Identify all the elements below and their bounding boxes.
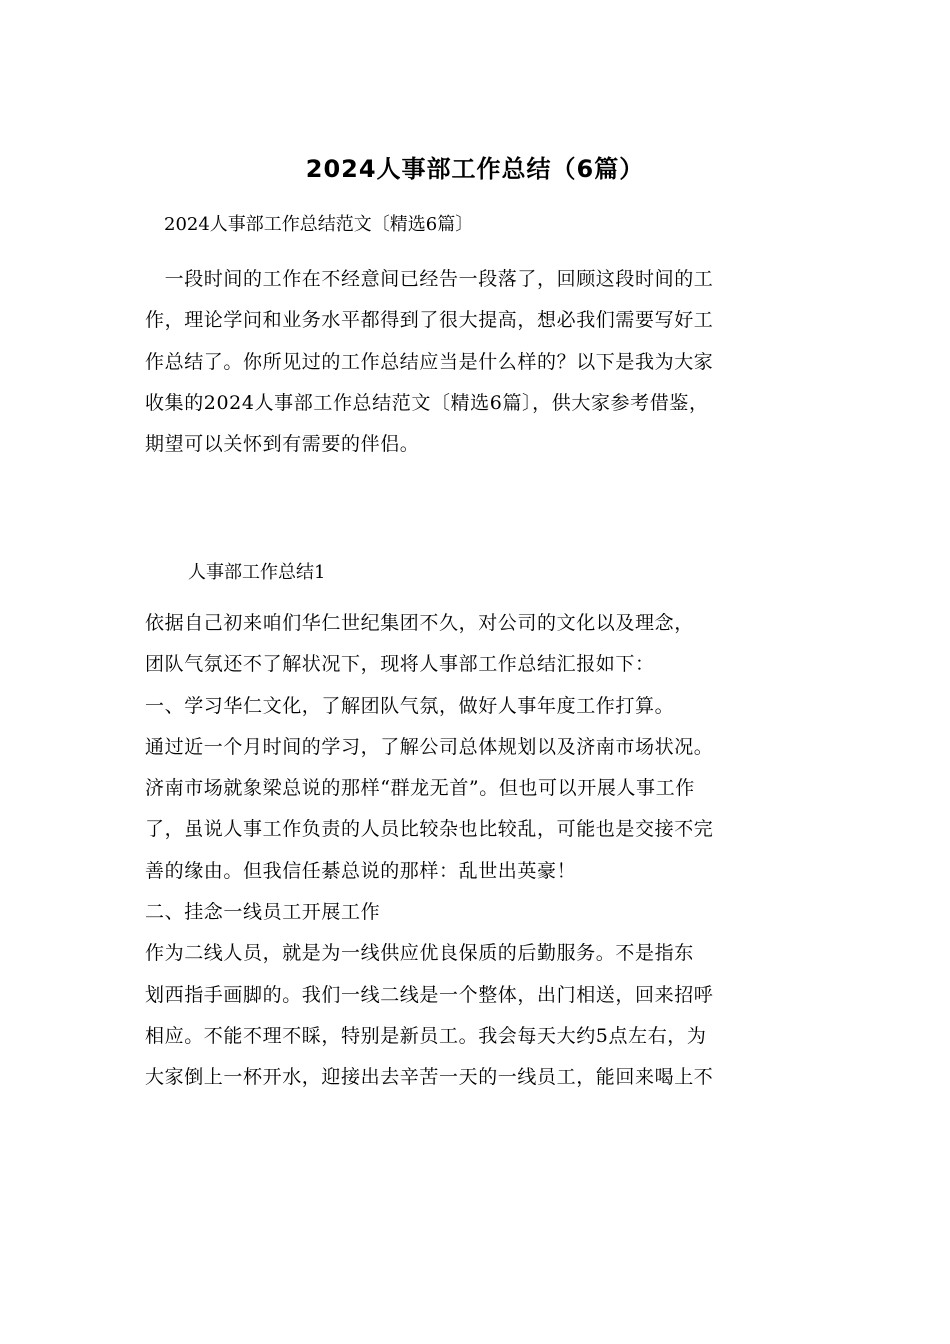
text-line: 期望可以关怀到有需要的伴侣。 [145,433,420,456]
text-line: 一段时间的工作在不经意间已经告一段落了，回顾这段时间的工 [145,268,714,290]
text-line: 善的缘由。但我信任綦总说的那样：乱世出英豪！ [145,859,577,882]
document-subtitle: 2024人事部工作总结范文〔精选6篇〕 [164,214,474,235]
text-line: 相应。不能不理不睬，特别是新员工。我会每天大约5点左右，为 [145,1024,707,1047]
section-heading: 人事部工作总结1 [188,562,326,583]
text-line: 作为二线人员，就是为一线供应优良保质的后勤服务。不是指东 [145,942,694,965]
text-line: 作总结了。你所见过的工作总结应当是什么样的？以下是我为大家 [145,350,714,373]
text-line: 济南市场就象梁总说的那样“群龙无首”。但也可以开展人事工作 [145,777,695,800]
text-line: 了，虽说人事工作负责的人员比较杂也比较乱，可能也是交接不完 [145,818,714,841]
text-line: 二、挂念一线员工开展工作 [145,901,381,924]
section-body [145,603,815,1099]
text-line: 通过近一个月时间的学习，了解公司总体规划以及济南市场状况。 [145,735,714,758]
text-line: 收集的2024人事部工作总结范文〔精选6篇〕，供大家参考借鉴， [145,391,709,414]
intro-paragraph [145,259,815,465]
text-line: 大家倒上一杯开水，迎接出去辛苦一天的一线员工，能回来喝上不 [145,1066,714,1089]
text-line: 划西指手画脚的。我们一线二线是一个整体，出门相送，回来招呼 [145,983,714,1006]
text-line: 依据自己初来咱们华仁世纪集团不久，对公司的文化以及理念， [145,612,694,634]
document-title: 2024人事部工作总结（6篇） [305,155,645,183]
text-line: 团队气氛还不了解状况下，现将人事部工作总结汇报如下： [145,653,655,676]
text-line: 作，理论学问和业务水平都得到了很大提高，想必我们需要写好工 [145,309,714,332]
text-line: 一、学习华仁文化，了解团队气氛，做好人事年度工作打算。 [145,694,675,717]
